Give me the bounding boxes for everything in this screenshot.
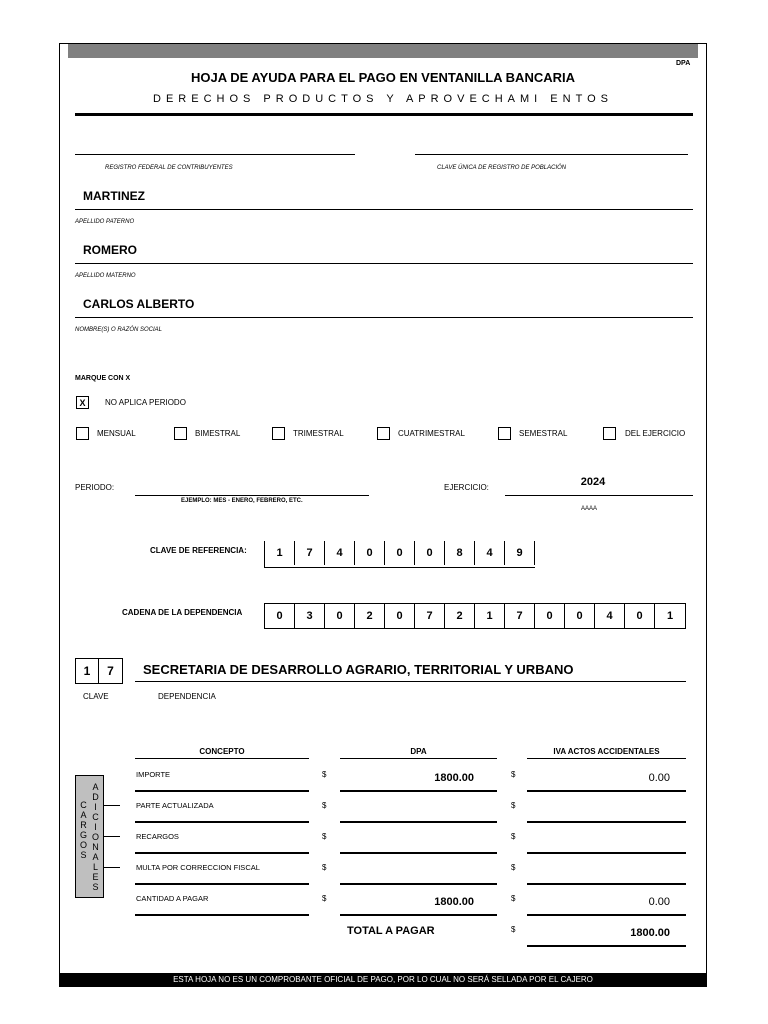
row-cantidad-iva: 0.00 — [648, 896, 670, 908]
dpa-currency: $ — [322, 832, 327, 841]
connector-line — [104, 836, 120, 837]
apellido-materno-label: APELLIDO MATERNO — [75, 273, 136, 279]
referencia-cells[interactable] — [264, 541, 535, 568]
dependencia-label: DEPENDENCIA — [158, 692, 216, 701]
adicionales-letter: S — [92, 882, 99, 892]
curp-field[interactable] — [415, 154, 688, 155]
iva-currency: $ — [511, 801, 516, 810]
semestral-checkbox[interactable] — [498, 427, 511, 440]
clave-digit: 1 — [76, 659, 99, 683]
dpa-currency: $ — [322, 770, 327, 779]
form-title: HOJA DE AYUDA PARA EL PAGO EN VENTANILLA BANCARIA — [190, 70, 575, 85]
rfc-label: REGISTRO FEDERAL DE CONTRIBUYENTES — [105, 165, 233, 171]
referencia-digit: 4 — [475, 541, 505, 565]
cadena-digit: 0 — [535, 604, 565, 628]
referencia-digit: 0 — [415, 541, 445, 565]
cadena-digit: 1 — [475, 604, 505, 628]
periodo-hint: EJEMPLO: MES - ENERO, FEBRERO, ETC. — [181, 498, 303, 504]
periodo-field[interactable] — [135, 495, 369, 496]
apellido-paterno-field[interactable] — [75, 209, 693, 210]
row-line — [340, 790, 497, 792]
mensual-checkbox[interactable] — [76, 427, 89, 440]
rfc-field[interactable] — [75, 154, 355, 155]
cadena-digit: 2 — [445, 604, 475, 628]
clave-label: CLAVE — [83, 692, 109, 701]
referencia-digit: 8 — [445, 541, 475, 565]
adicionales-word — [92, 782, 99, 892]
row-line — [135, 790, 309, 792]
cadena-digit: 0 — [325, 604, 355, 628]
dependencia-clave-box[interactable] — [75, 658, 123, 684]
adicionales-letter: N — [92, 842, 99, 852]
referencia-label: CLAVE DE REFERENCIA: — [150, 546, 247, 555]
bimestral-label: BIMESTRAL — [195, 429, 241, 438]
row-importe-label: IMPORTE — [136, 770, 171, 779]
dpa-header-line — [340, 758, 497, 759]
cargos-letter: C — [80, 800, 87, 810]
ejercicio-value: 2024 — [580, 476, 606, 488]
adicionales-letter: A — [92, 852, 99, 862]
adicionales-letter: E — [92, 872, 99, 882]
row-line — [135, 821, 309, 823]
cadena-digit: 0 — [385, 604, 415, 628]
dependencia-name: SECRETARIA DE DESARROLLO AGRARIO, TERRITORIAL Y URBANO — [143, 662, 574, 677]
row-line — [527, 852, 686, 854]
dpa-currency: $ — [322, 894, 327, 903]
iva-header: IVA ACTOS ACCIDENTALES — [553, 747, 660, 756]
row-cantidad-label: CANTIDAD A PAGAR — [136, 894, 209, 903]
row-cantidad-dpa: 1800.00 — [434, 896, 474, 908]
cadena-digit: 0 — [565, 604, 595, 628]
no-aplica-label: NO APLICA PERIODO — [105, 398, 186, 407]
dependencia-line — [135, 681, 686, 682]
cargos-word — [80, 800, 87, 860]
total-line — [527, 945, 686, 947]
connector-line — [104, 805, 120, 806]
cadena-digit: 7 — [505, 604, 535, 628]
row-line — [340, 821, 497, 823]
cadena-label: CADENA DE LA DEPENDENCIA — [122, 608, 243, 617]
title-divider — [75, 113, 693, 116]
bimestral-checkbox[interactable] — [174, 427, 187, 440]
concepto-header-line — [135, 758, 309, 759]
cargos-letter: G — [80, 830, 88, 840]
form-frame — [59, 43, 707, 987]
clave-digit: 7 — [107, 664, 114, 678]
iva-currency: $ — [511, 863, 516, 872]
row-recargos-label: RECARGOS — [136, 832, 179, 841]
cuatrimestral-checkbox[interactable] — [377, 427, 390, 440]
iva-header-line — [527, 758, 686, 759]
cadena-cells[interactable] — [264, 603, 686, 629]
mensual-label: MENSUAL — [97, 429, 136, 438]
referencia-digit: 7 — [295, 541, 325, 565]
total-label: TOTAL A PAGAR — [347, 925, 435, 937]
dpa-currency: $ — [322, 863, 327, 872]
row-parte-actualizada-label: PARTE ACTUALIZADA — [136, 801, 214, 810]
cargos-adicionales-box — [75, 775, 104, 898]
row-line — [527, 914, 686, 916]
ejercicio-label: EJERCICIO: — [444, 483, 489, 492]
apellido-paterno-value: MARTINEZ — [83, 189, 145, 203]
row-line — [527, 821, 686, 823]
top-bar — [68, 44, 698, 58]
referencia-digit: 1 — [265, 541, 295, 565]
row-line — [340, 883, 497, 885]
cargos-letter: R — [80, 820, 87, 830]
connector-line — [104, 867, 120, 868]
row-importe-dpa: 1800.00 — [434, 772, 474, 784]
iva-currency: $ — [511, 770, 516, 779]
del-ejercicio-checkbox[interactable] — [603, 427, 616, 440]
nombre-field[interactable] — [75, 317, 693, 318]
row-line — [135, 852, 309, 854]
ejercicio-hint: AAAA — [581, 506, 598, 512]
dpa-currency: $ — [322, 801, 327, 810]
row-line — [527, 883, 686, 885]
adicionales-letter: I — [94, 822, 97, 832]
adicionales-letter: A — [92, 782, 99, 792]
cadena-digit: 7 — [415, 604, 445, 628]
row-line — [527, 790, 686, 792]
cargos-letter: S — [80, 850, 87, 860]
semestral-label: SEMESTRAL — [519, 429, 568, 438]
ejercicio-field[interactable] — [505, 495, 693, 496]
cadena-digit: 3 — [295, 604, 325, 628]
cargos-letter: A — [80, 810, 87, 820]
periodo-label: PERIODO: — [75, 483, 115, 492]
footer-disclaimer: ESTA HOJA NO ES UN COMPROBANTE OFICIAL DE PAGO, POR LO CUAL NO SERÁ SELLADA POR EL CAJERO — [59, 973, 707, 987]
dpa-header: DPA — [410, 747, 427, 756]
trimestral-checkbox[interactable] — [272, 427, 285, 440]
referencia-digit: 9 — [505, 541, 535, 565]
apellido-materno-field[interactable] — [75, 263, 693, 264]
referencia-digit: 0 — [385, 541, 415, 565]
adicionales-letter: I — [94, 802, 97, 812]
adicionales-letter: D — [92, 792, 99, 802]
apellido-paterno-label: APELLIDO PATERNO — [75, 219, 135, 225]
cadena-digit: 4 — [595, 604, 625, 628]
apellido-materno-value: ROMERO — [83, 243, 137, 257]
trimestral-label: TRIMESTRAL — [293, 429, 344, 438]
total-currency: $ — [511, 925, 516, 934]
cadena-digit: 1 — [666, 610, 674, 622]
referencia-digit: 4 — [325, 541, 355, 565]
cuatrimestral-label: CUATRIMESTRAL — [398, 429, 465, 438]
form-subtitle: DERECHOS PRODUCTOS Y APROVECHAMI ENTOS — [153, 93, 613, 105]
cadena-digit: 0 — [265, 604, 295, 628]
row-line — [340, 852, 497, 854]
dpa-tag: DPA — [676, 60, 691, 67]
row-line — [135, 914, 309, 916]
iva-currency: $ — [511, 894, 516, 903]
referencia-digit: 0 — [355, 541, 385, 565]
marque-instruction: MARQUE CON X — [75, 375, 131, 382]
nombre-label: NOMBRE(S) O RAZÓN SOCIAL — [75, 327, 163, 333]
row-line — [135, 883, 309, 885]
cadena-digit: 2 — [355, 604, 385, 628]
adicionales-letter: L — [93, 862, 99, 872]
del-ejercicio-label: DEL EJERCICIO — [625, 429, 686, 438]
row-line — [340, 914, 497, 916]
concepto-header: CONCEPTO — [199, 747, 245, 756]
iva-currency: $ — [511, 832, 516, 841]
row-multa-label: MULTA POR CORRECCION FISCAL — [136, 863, 260, 872]
cadena-digit: 0 — [625, 604, 655, 628]
nombre-value: CARLOS ALBERTO — [83, 297, 195, 311]
adicionales-letter: C — [92, 812, 99, 822]
adicionales-letter: O — [92, 832, 100, 842]
cargos-letter: O — [80, 840, 88, 850]
total-value: 1800.00 — [630, 927, 670, 939]
no-aplica-checkbox[interactable]: X — [76, 396, 89, 409]
curp-label: CLAVE ÚNICA DE REGISTRO DE POBLACIÓN — [437, 165, 567, 171]
row-importe-iva: 0.00 — [648, 772, 670, 784]
